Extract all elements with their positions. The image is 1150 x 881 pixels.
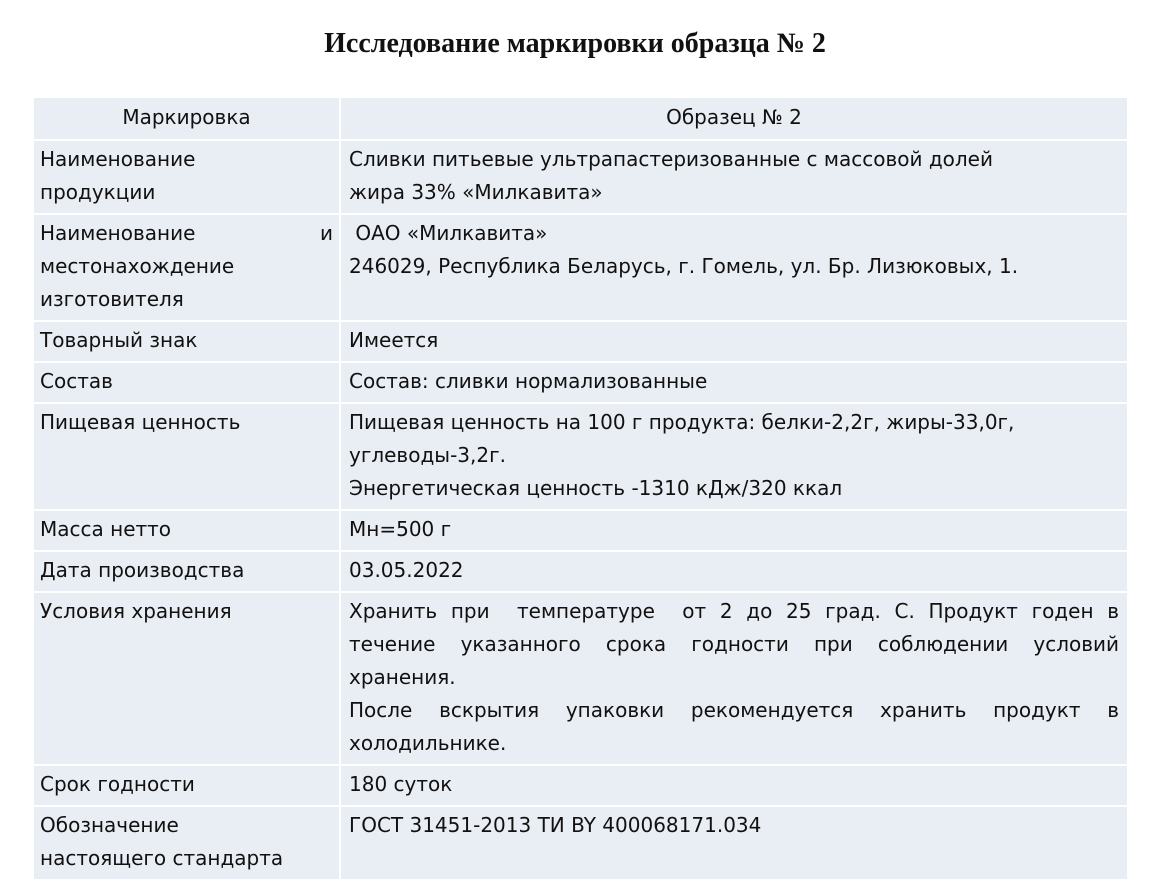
row-label-product-name (33, 140, 340, 214)
row-value-net-mass (340, 510, 1128, 551)
table-row (33, 765, 1128, 806)
label-line: Масса нетто (40, 517, 172, 541)
row-value-production-date (340, 551, 1128, 592)
value-line: После вскрытия упаковки рекомендуется хранить продукт в (349, 698, 1119, 722)
value-line: течение указанного срока годности при соблюдении условий (349, 632, 1119, 656)
table-row (33, 806, 1128, 880)
table-header-row (33, 97, 1128, 140)
value-line: Имеется (349, 328, 439, 352)
row-label-production-date (33, 551, 340, 592)
label-line: Состав (40, 369, 113, 393)
value-line: ОАО «Милкавита» (349, 221, 548, 245)
label-line: Наименование (40, 221, 196, 245)
table-row (33, 321, 1128, 362)
table-row (33, 362, 1128, 403)
row-label-composition (33, 362, 340, 403)
value-line: Хранить при температуре от 2 до 25 град. С. Продукт годен в (349, 599, 1119, 623)
value-line: Состав: сливки нормализованные (349, 369, 708, 393)
value-line: Сливки питьевые ультрапастеризованные с массовой долей (349, 147, 993, 171)
value-line: ГОСТ 31451-2013 ТИ BY 400068171.034 (349, 813, 762, 837)
header-sample: Образец № 2 (340, 97, 1128, 140)
value-line: 246029, Республика Беларусь, г. Гомель, ул. Бр. Лизюковых, 1. (349, 254, 1019, 278)
table-row (33, 214, 1128, 321)
label-line: Условия хранения (40, 599, 232, 623)
row-value-standard (340, 806, 1128, 880)
label-line: изготовителя (40, 287, 184, 311)
value-line: углеводы-3,2г. (349, 443, 506, 467)
header-marking: Маркировка (33, 97, 340, 140)
row-value-composition (340, 362, 1128, 403)
row-value-storage (340, 592, 1128, 765)
label-line: Срок годности (40, 772, 195, 796)
marking-table-container (32, 96, 1127, 881)
label-line: Пищевая ценность (40, 410, 241, 434)
label-line: настоящего стандарта (40, 846, 284, 870)
row-label-storage (33, 592, 340, 765)
label-line: продукции (40, 180, 156, 204)
page-title: Исследование маркировки образца № 2 (324, 28, 826, 59)
label-line: Наименование (40, 147, 196, 171)
row-label-trademark (33, 321, 340, 362)
label-line: Обозначение (40, 813, 179, 837)
marking-table (32, 96, 1129, 881)
label-line: местонахождение (40, 254, 235, 278)
value-line: Мн=500 г (349, 517, 452, 541)
row-value-manufacturer (340, 214, 1128, 321)
label-line: Дата производства (40, 558, 245, 582)
row-value-nutrition (340, 403, 1128, 510)
table-row (33, 403, 1128, 510)
table-row (33, 592, 1128, 765)
row-label-net-mass (33, 510, 340, 551)
row-value-product-name (340, 140, 1128, 214)
label-line: и (320, 221, 333, 245)
value-line: хранения. (349, 665, 456, 689)
value-line: Энергетическая ценность -1310 кДж/320 ккал (349, 476, 843, 500)
table-row (33, 510, 1128, 551)
label-line: Товарный знак (40, 328, 198, 352)
value-line: жира 33% «Милкавита» (349, 180, 603, 204)
row-value-shelf-life (340, 765, 1128, 806)
row-label-manufacturer (33, 214, 340, 321)
table-row (33, 551, 1128, 592)
row-label-nutrition (33, 403, 340, 510)
value-line: 03.05.2022 (349, 558, 464, 582)
row-value-trademark (340, 321, 1128, 362)
table-row (33, 140, 1128, 214)
value-line: 180 суток (349, 772, 453, 796)
row-label-standard (33, 806, 340, 880)
value-line: Пищевая ценность на 100 г продукта: белки-2,2г, жиры-33,0г, (349, 410, 1015, 434)
row-label-shelf-life (33, 765, 340, 806)
value-line: холодильнике. (349, 731, 507, 755)
